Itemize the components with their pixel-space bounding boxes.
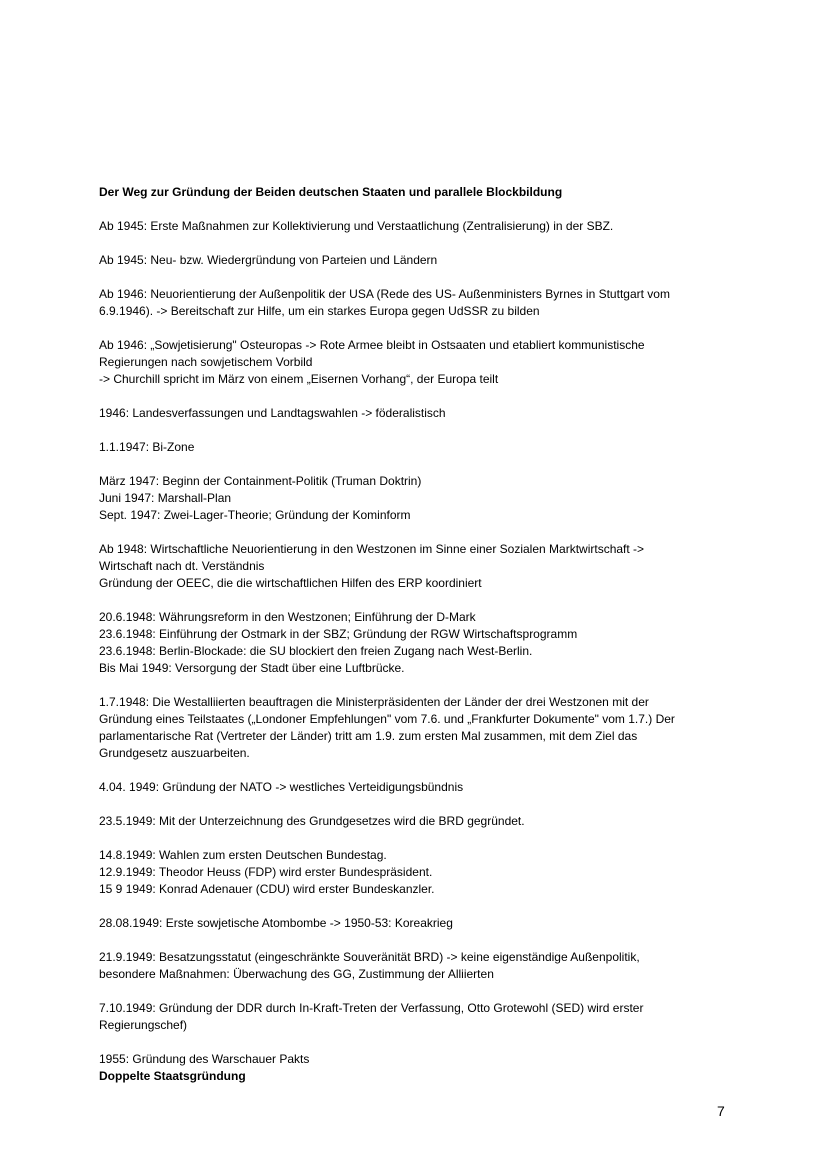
- paragraph-final: [99, 1051, 739, 1085]
- text-line: -> Churchill spricht im März von einem „Eisernen Vorhang“, der Europa teilt: [99, 372, 499, 386]
- text-line: 21.9.1949: Besatzungsstatut (eingeschränkte Souveränität BRD) -> keine eigenständige Außenpolitik,: [99, 950, 640, 964]
- text-line: 23.6.1948: Berlin-Blockade: die SU blockiert den freien Zugang nach West-Berlin.: [99, 644, 533, 658]
- text-line: 1946: Landesverfassungen und Landtagswahlen -> föderalistisch: [99, 406, 446, 420]
- text-line: 6.9.1946). -> Bereitschaft zur Hilfe, um ein starkes Europa gegen UdSSR zu bilden: [99, 304, 540, 318]
- text-line: 1.1.1947: Bi-Zone: [99, 440, 195, 454]
- paragraph-5: [99, 405, 739, 422]
- closing-heading: Doppelte Staatsgründung: [99, 1069, 246, 1083]
- paragraph-10: [99, 694, 739, 762]
- text-line: Regierungschef): [99, 1018, 188, 1032]
- text-line: Regierungen nach sowjetischem Vorbild: [99, 355, 313, 369]
- text-line: 15 9 1949: Konrad Adenauer (CDU) wird erster Bundeskanzler.: [99, 882, 435, 896]
- text-line: 20.6.1948: Währungsreform in den Westzonen; Einführung der D-Mark: [99, 610, 476, 624]
- text-line: Juni 1947: Marshall-Plan: [99, 491, 232, 505]
- paragraph-9: [99, 609, 739, 677]
- text-line: Ab 1948: Wirtschaftliche Neuorientierung in den Westzonen im Sinne einer Sozialen Marktwirtschaft ->: [99, 542, 645, 556]
- paragraph-6: [99, 439, 739, 456]
- page-number: 7: [717, 1103, 725, 1119]
- text-line: Ab 1946: Neuorientierung der Außenpolitik der USA (Rede des US- Außenministers Byrnes in Stuttgart vom: [99, 287, 670, 301]
- text-line: 1.7.1948: Die Westalliierten beauftragen die Ministerpräsidenten der Länder der drei Westzonen mit der: [99, 695, 649, 709]
- paragraph-1: [99, 218, 739, 235]
- text-line: Gründung der OEEC, die die wirtschaftlichen Hilfen des ERP koordiniert: [99, 576, 482, 590]
- text-line: parlamentarische Rat (Vertreter der Länder) tritt am 1.9. zum ersten Mal zusammen, mit dem Ziel das: [99, 729, 638, 743]
- paragraph-14: [99, 915, 739, 932]
- paragraph-4: [99, 337, 739, 388]
- text-line: Grundgesetz auszuarbeiten.: [99, 746, 250, 760]
- text-line: besondere Maßnahmen: Überwachung des GG, Zustimmung der Alliierten: [99, 967, 494, 981]
- text-line: Ab 1945: Erste Maßnahmen zur Kollektivierung und Verstaatlichung (Zentralisierung) in der SBZ.: [99, 219, 614, 233]
- paragraph-13: [99, 847, 739, 898]
- text-line: 23.6.1948: Einführung der Ostmark in der SBZ; Gründung der RGW Wirtschaftsprogramm: [99, 627, 578, 641]
- text-line: Ab 1945: Neu- bzw. Wiedergründung von Parteien und Ländern: [99, 253, 438, 267]
- paragraph-11: [99, 779, 739, 796]
- paragraph-15: [99, 949, 739, 983]
- paragraph-7: [99, 473, 739, 524]
- document-body: [99, 184, 739, 1102]
- text-line: 14.8.1949: Wahlen zum ersten Deutschen Bundestag.: [99, 848, 387, 862]
- text-line: Sept. 1947: Zwei-Lager-Theorie; Gründung der Kominform: [99, 508, 411, 522]
- paragraph-2: [99, 252, 739, 269]
- text-line: 23.5.1949: Mit der Unterzeichnung des Grundgesetzes wird die BRD gegründet.: [99, 814, 525, 828]
- text-line: 28.08.1949: Erste sowjetische Atombombe -> 1950-53: Koreakrieg: [99, 916, 453, 930]
- text-line: Bis Mai 1949: Versorgung der Stadt über eine Luftbrücke.: [99, 661, 405, 675]
- text-line: 1955: Gründung des Warschauer Pakts: [99, 1052, 310, 1066]
- document-title: Der Weg zur Gründung der Beiden deutschen Staaten und parallele Blockbildung: [99, 185, 563, 199]
- text-line: Ab 1946: „Sowjetisierung" Osteuropas -> Rote Armee bleibt in Ostsaaten und etabliert kommunistische: [99, 338, 645, 352]
- text-line: 4.04. 1949: Gründung der NATO -> westliches Verteidigungsbündnis: [99, 780, 464, 794]
- paragraph-12: [99, 813, 739, 830]
- text-line: März 1947: Beginn der Containment-Politik (Truman Doktrin): [99, 474, 422, 488]
- text-line: 12.9.1949: Theodor Heuss (FDP) wird erster Bundespräsident.: [99, 865, 433, 879]
- paragraph-8: [99, 541, 739, 592]
- paragraph-3: [99, 286, 739, 320]
- text-line: 7.10.1949: Gründung der DDR durch In-Kraft-Treten der Verfassung, Otto Grotewohl (SED) wird erster: [99, 1001, 644, 1015]
- text-line: Gründung eines Teilstaates („Londoner Empfehlungen" vom 7.6. und „Frankfurter Dokumente" vom 1.7.) Der: [99, 712, 675, 726]
- paragraph-16: [99, 1000, 739, 1034]
- text-line: Wirtschaft nach dt. Verständnis: [99, 559, 265, 573]
